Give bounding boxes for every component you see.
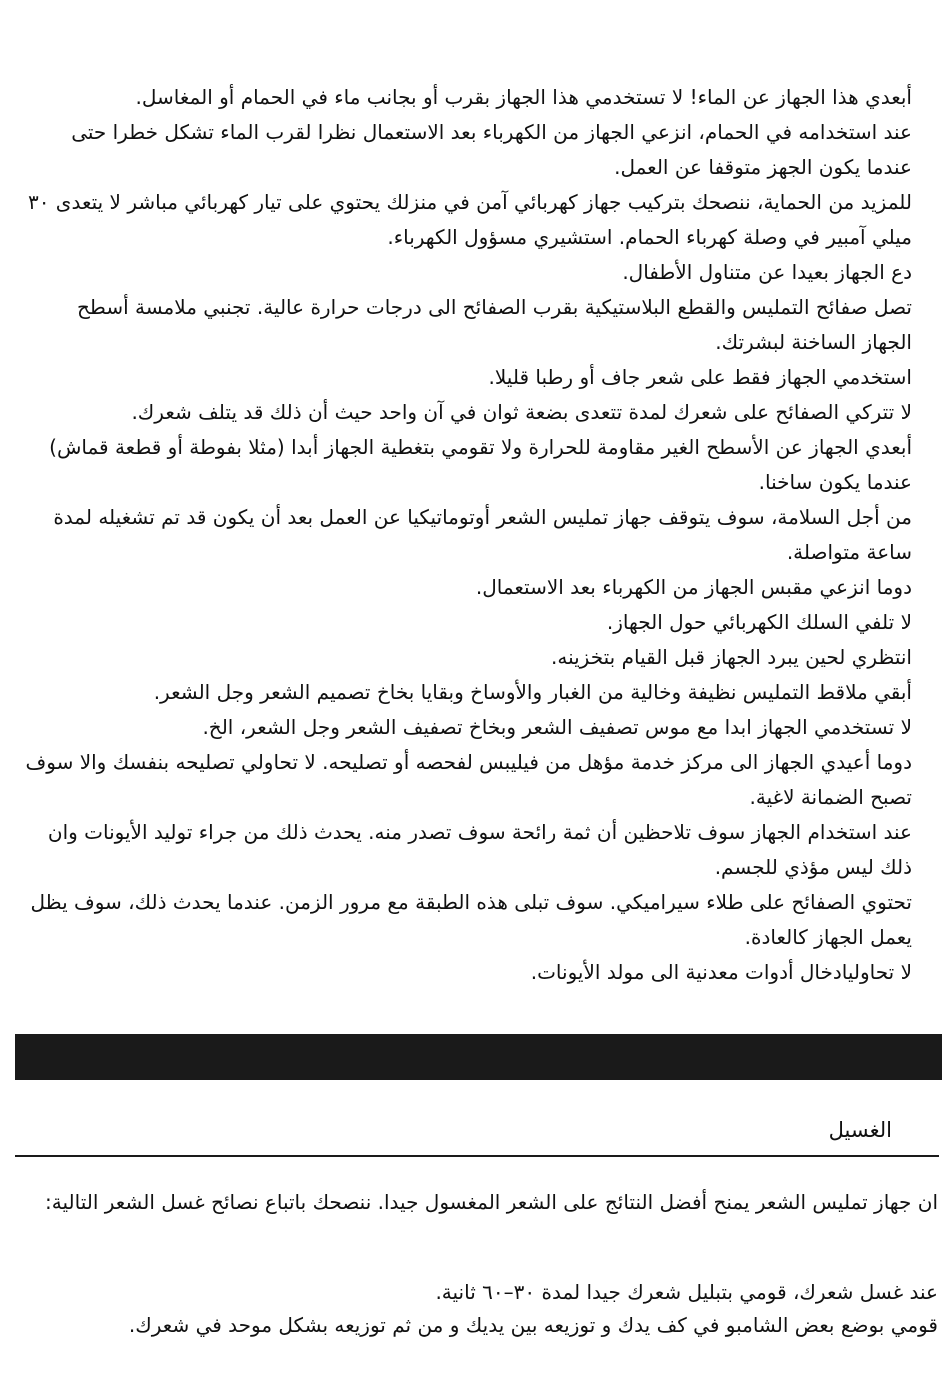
safety-paragraph: للمزيد من الحماية، ننصحك بتركيب جهاز كهربائي آمن في منزلك يحتوي على تيار كهربائي مباشر لا يتعدى ٣٠ ميلي آمبير في وصلة كهرباء الحمام. استشيري مسؤول الكهرباء. [27,190,912,249]
washing-steps [13,1276,938,1342]
safety-paragraph: عند استخدامه في الحمام، انزعي الجهاز من الكهرباء بعد الاستعمال نظرا لقرب الماء تشكل خطرا حتى عندما يكون الجهز متوقفا عن العمل. [71,120,912,179]
safety-paragraph: انتظري لحين يبرد الجهاز قبل القيام بتخزينه. [551,645,912,669]
safety-paragraph: تصل صفائح التمليس والقطع البلاستيكية بقرب الصفائح الى درجات حرارة عالية. تجنبي ملامسة أسطح الجهاز الساخنة لبشرتك. [77,295,912,354]
safety-paragraph: أبعدي هذا الجهاز عن الماء! لا تستخدمي هذا الجهاز بقرب أو بجانب ماء في الحمام أو المغاسل. [135,85,912,109]
safety-paragraph: أبعدي الجهاز عن الأسطح الغير مقاومة للحرارة ولا تقومي بتغطية الجهاز أبدا (مثلا بفوطة أو قطعة قماش) عندما يكون ساخنا. [49,435,912,494]
safety-paragraph: دع الجهاز بعيدا عن متناول الأطفال. [622,260,912,284]
heading-underline [15,1155,939,1157]
safety-paragraph: عند استخدام الجهاز سوف تلاحظين أن ثمة رائحة سوف تصدر منه. يحدث ذلك من جراء توليد الأيونات وان ذلك ليس مؤذي للجسم. [47,820,912,879]
safety-paragraph: تحتوي الصفائح على طلاء سيراميكي. سوف تبلى هذه الطبقة مع مرور الزمن. عندما يحدث ذلك، سوف يظل يعمل الجهاز كالعادة. [30,890,912,949]
safety-instructions [22,80,912,990]
washing-intro: ان جهاز تمليس الشعر يمنح أفضل النتائج على الشعر المغسول جيدا. ننصحك باتباع نصائح غسل الشعر التالية: [45,1190,938,1214]
safety-paragraph: أبقي ملاقط التمليس نظيفة وخالية من الغبار والأوساخ وبقايا بخاخ تصميم الشعر وجل الشعر. [153,680,912,704]
washing-heading: الغسيل [828,1118,892,1142]
safety-paragraph: لا تلفي السلك الكهربائي حول الجهاز. [606,610,912,634]
safety-paragraph: لا تحاوليادخال أدوات معدنية الى مولد الأيونات. [530,960,912,984]
washing-step: قومي بوضع بعض الشامبو في كف يدك و توزيعه بين يديك و من ثم توزيعه بشكل موحد في شعرك. [128,1313,938,1337]
safety-paragraph: من أجل السلامة، سوف يتوقف جهاز تمليس الشعر أوتوماتيكيا عن العمل بعد أن يكون قد تم تشغيله لمدة ساعة متواصلة. [53,505,912,564]
safety-paragraph: دوما انزعي مقبس الجهاز من الكهرباء بعد الاستعمال. [475,575,912,599]
section-divider-band [15,1034,942,1080]
safety-paragraph: لا تستخدمي الجهاز ابدا مع موس تصفيف الشعر وبخاخ تصفيف الشعر وجل الشعر، الخ. [202,715,912,739]
safety-paragraph: استخدمي الجهاز فقط على شعر جاف أو رطبا قليلا. [488,365,912,389]
safety-paragraph: لا تتركي الصفائح على شعرك لمدة تتعدى بضعة ثوان في آن واحد حيث أن ذلك قد يتلف شعرك. [131,400,912,424]
washing-step: عند غسل شعرك، قومي بتبليل شعرك جيدا لمدة ٣٠–٦٠ ثانية. [435,1280,938,1304]
safety-paragraph: دوما أعيدي الجهاز الى مركز خدمة مؤهل من فيليبس لفحصه أو تصليحه. لا تحاولي تصليحه بنفسك والا سوف تصبح الضمانة لاغية. [25,750,912,809]
